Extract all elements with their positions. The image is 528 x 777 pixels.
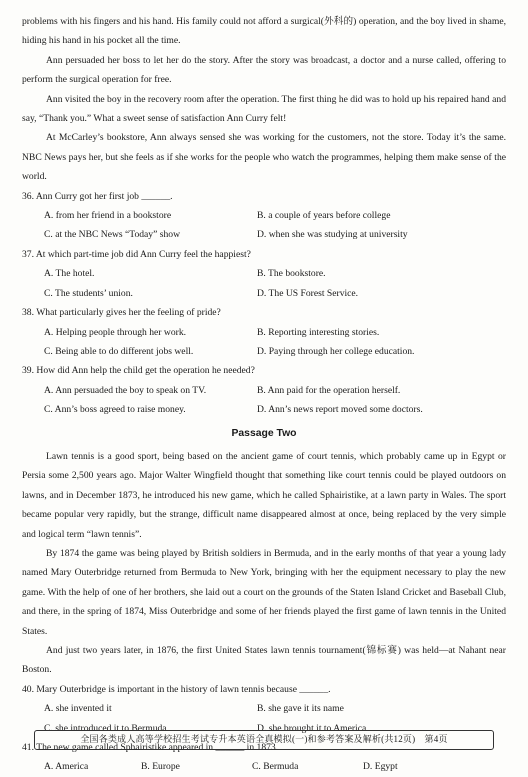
paragraph: Ann visited the boy in the recovery room after the operation. The first thing he did was to hold up his repaired hand and say, “Thank you.” What a sweet sense of satisfaction Ann Curry felt!: [22, 93, 506, 125]
option-list: [22, 264, 506, 303]
option-a: A. from her friend in a bookstore: [44, 210, 172, 222]
option-b: B. she gave it its name: [257, 703, 344, 715]
option-d: D. Paying through her college education.: [257, 345, 415, 357]
option-b: B. a couple of years before college: [257, 210, 391, 222]
option-d: D. The US Forest Service.: [257, 287, 359, 299]
question-stem: 36. Ann Curry got her first job ______.: [22, 190, 173, 202]
page-content: [22, 12, 506, 777]
option-c: C. Bermuda: [252, 761, 299, 773]
option-a: A. she invented it: [44, 703, 112, 715]
paragraph: problems with his fingers and his hand. His family could not afford a surgical(外科的) operation, and the boy lived in shame, hiding his hand in his pocket all the time.: [22, 16, 506, 47]
option-c: C. she introduced it to Bermuda: [44, 722, 167, 734]
option-list: [22, 323, 506, 362]
option-a: A. America: [44, 761, 89, 773]
option-c: C. Being able to do different jobs well.: [44, 345, 194, 357]
paragraph: Ann persuaded her boss to let her do the story. After the story was broadcast, a doctor and a nurse called, offering to perform the surgical operation for free.: [22, 54, 506, 86]
question-stem: 38. What particularly gives her the feeling of pride?: [22, 307, 221, 319]
paragraph: Lawn tennis is a good sport, being based on the ancient game of court tennis, which probably came up in Egypt or Persia some 2,500 years ago. Major Walter Wingfield thought that something like court tennis could be played outdoors on lawns, and in December 1873, he introduced his new game, which he called Sphairistike, at a lawn party in Wales. The sport became popular very rapidly, but the strange, difficult name disappeared almost at once, being replaced by the very simple and logical term “lawn tennis”.: [22, 450, 506, 540]
question-stem: 40. Mary Outerbridge is important in the history of lawn tennis because ______.: [22, 683, 331, 695]
option-list: [22, 381, 506, 420]
option-c: C. The students’ union.: [44, 287, 133, 299]
option-b: B. Reporting interesting stories.: [257, 326, 380, 338]
option-d: D. Egypt: [363, 761, 398, 773]
question-38: [22, 303, 506, 361]
option-a: A. The hotel.: [44, 268, 95, 280]
page-footer: 全国各类成人高等学校招生考试专升本英语全真模拟(一)和参考答案及解析(共12页) 第4页: [34, 730, 494, 750]
option-b: B. Europe: [141, 761, 180, 773]
option-b: B. The bookstore.: [257, 268, 326, 280]
option-d: D. she brought it to America: [257, 722, 367, 734]
paragraph: At McCarley’s bookstore, Ann always sensed she was working for the customers, not the store. Today it’s the same. NBC News pays her, but she feels as if she works for the people who watch the programmes, helping them make sense of the world.: [22, 132, 506, 183]
paragraph: By 1874 the game was being played by British soldiers in Bermuda, and in the early months of that year a young lady named Mary Outerbridge returned from Bermuda to New York, bringing with her the equipment necessary to play the new game. With the help of one of her brothers, she laid out a court on the grounds of the Staten Island Cricket and Baseball Club, and there, in the spring of 1874, Miss Outerbridge and some of her friends played the first game of lawn tennis in the United States.: [22, 547, 506, 637]
question-39: [22, 361, 506, 419]
option-a: A. Helping people through her work.: [44, 326, 187, 338]
passage-title: Passage Two: [231, 427, 297, 439]
question-37: [22, 245, 506, 303]
option-c: C. at the NBC News “Today” show: [44, 229, 181, 241]
option-c: C. Ann’s boss agreed to raise money.: [44, 404, 186, 416]
question-stem: 37. At which part-time job did Ann Curry feel the happiest?: [22, 248, 251, 260]
option-d: D. when she was studying at university: [257, 229, 408, 241]
option-b: B. Ann paid for the operation herself.: [257, 384, 401, 396]
paragraph: And just two years later, in 1876, the first United States lawn tennis tournament(锦标赛) was held—at Nahant near Boston.: [22, 645, 506, 676]
option-d: D. Ann’s news report moved some doctors.: [257, 404, 423, 416]
option-list: [22, 206, 506, 245]
option-a: A. Ann persuaded the boy to speak on TV.: [44, 384, 207, 396]
option-list: [22, 757, 506, 776]
question-stem: 41. The new game called Sphairistike appeared in ______ in 1873.: [22, 742, 279, 754]
question-stem: 39. How did Ann help the child get the operation he needed?: [22, 365, 255, 377]
question-36: [22, 187, 506, 245]
